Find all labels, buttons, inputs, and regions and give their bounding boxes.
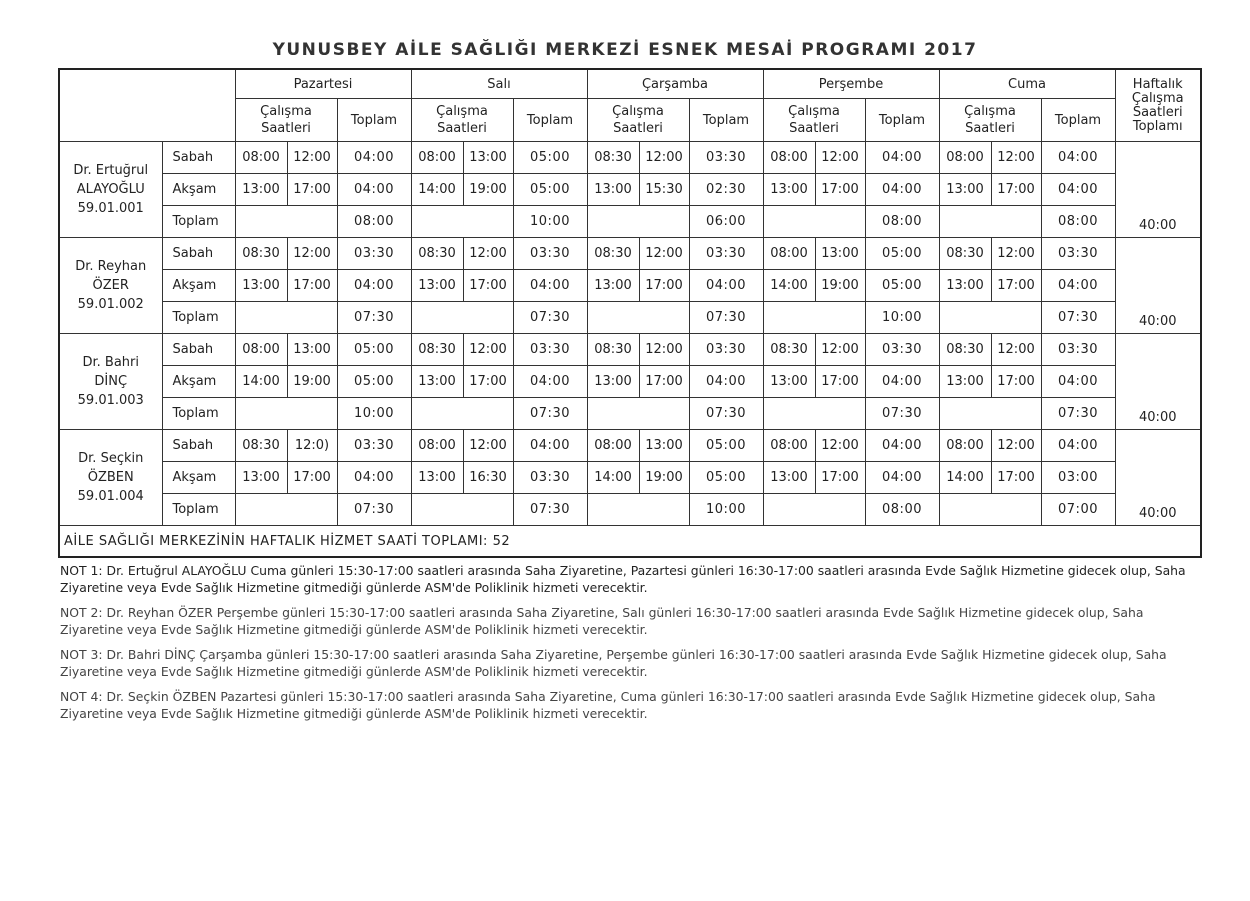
shift-total: 04:00 (337, 462, 411, 494)
day-header: Çarşamba (587, 69, 763, 99)
shift-total: 04:00 (513, 366, 587, 398)
empty-cell (939, 398, 1041, 430)
shift-total: 03:30 (513, 334, 587, 366)
day-header: Salı (411, 69, 587, 99)
working-hours-header (939, 99, 1041, 142)
shift-total: 04:00 (1041, 270, 1115, 302)
weekly-header-line: Saatleri (1132, 104, 1183, 120)
start-time: 08:30 (411, 238, 463, 270)
start-time: 08:00 (587, 430, 639, 462)
shift-total: 03:30 (1041, 334, 1115, 366)
shift-total: 04:00 (865, 142, 939, 174)
shift-label-morning: Sabah (162, 142, 235, 174)
start-time: 13:00 (411, 366, 463, 398)
end-time: 17:00 (991, 270, 1041, 302)
doctor-morning-row (59, 238, 1201, 270)
working-hours-label-1: Çalışma (964, 104, 1016, 119)
empty-cell (763, 206, 865, 238)
doctor-total-row (59, 494, 1201, 526)
doctor-name-cell (59, 334, 162, 430)
shift-total: 05:00 (689, 430, 763, 462)
doctor-morning-row (59, 334, 1201, 366)
end-time: 19:00 (639, 462, 689, 494)
shift-label-morning: Sabah (162, 334, 235, 366)
doctor-code: 59.01.002 (77, 297, 144, 312)
header-corner (59, 69, 235, 142)
day-header: Pazartesi (235, 69, 411, 99)
doctor-name-cell (59, 238, 162, 334)
start-time: 14:00 (235, 366, 287, 398)
empty-cell (587, 302, 689, 334)
end-time: 17:00 (991, 462, 1041, 494)
shift-total: 05:00 (865, 270, 939, 302)
start-time: 13:00 (939, 366, 991, 398)
weekly-header-line: Toplamı (1132, 118, 1183, 134)
shift-total: 04:00 (865, 430, 939, 462)
working-hours-label-2: Saatleri (261, 121, 311, 136)
start-time: 08:00 (411, 142, 463, 174)
doctor-name: Dr. Reyhan (75, 259, 147, 274)
end-time: 19:00 (463, 174, 513, 206)
day-total: 07:30 (1041, 302, 1115, 334)
shift-label-morning: Sabah (162, 238, 235, 270)
shift-total: 05:00 (865, 238, 939, 270)
shift-total: 03:30 (865, 334, 939, 366)
shift-total: 03:30 (689, 238, 763, 270)
end-time: 12:00 (287, 238, 337, 270)
end-time: 13:00 (815, 238, 865, 270)
total-header: Toplam (513, 99, 587, 142)
start-time: 14:00 (763, 270, 815, 302)
end-time: 17:00 (287, 174, 337, 206)
note-4: NOT 4: Dr. Seçkin ÖZBEN Pazartesi günleri 15:30-17:00 saatleri arasında Saha Ziyaretine, Cuma günleri 16:30-17:00 saatleri arasında Evde Sağlık Hizmetine gidecek olup, Saha Ziyaretine veya Evde Sağlık Hizmetine gitmediği günlerde ASM'de Poliklinik hizmeti verecektir. (60, 689, 1156, 721)
start-time: 14:00 (939, 462, 991, 494)
shift-total: 05:00 (689, 462, 763, 494)
doctor-surname: DİNÇ (94, 374, 128, 389)
shift-total: 04:00 (1041, 174, 1115, 206)
shift-total: 04:00 (337, 142, 411, 174)
start-time: 08:30 (763, 334, 815, 366)
doctor-evening-row (59, 174, 1201, 206)
shift-total: 04:00 (865, 366, 939, 398)
weekly-total: 40:00 (1115, 238, 1201, 334)
end-time: 17:00 (815, 462, 865, 494)
end-time: 12:00 (639, 334, 689, 366)
working-hours-header (411, 99, 513, 142)
doctor-total-row (59, 302, 1201, 334)
empty-cell (763, 494, 865, 526)
doctor-evening-row (59, 462, 1201, 494)
shift-label-total: Toplam (162, 398, 235, 430)
working-hours-label-2: Saatleri (613, 121, 663, 136)
start-time: 13:00 (235, 174, 287, 206)
shift-label-evening: Akşam (162, 366, 235, 398)
note-1: NOT 1: Dr. Ertuğrul ALAYOĞLU Cuma günleri 15:30-17:00 saatleri arasında Saha Ziyaretine, Pazartesi günleri 16:30-17:00 saatleri arasında Evde Sağlık Hizmetine gidecek olup, Saha Ziyaretine veya Evde Sağlık Hizmetine gitmediği günlerde ASM'de Poliklinik hizmeti verecektir. (60, 563, 1186, 595)
shift-label-evening: Akşam (162, 462, 235, 494)
end-time: 12:00 (991, 238, 1041, 270)
end-time: 13:00 (287, 334, 337, 366)
day-total: 08:00 (865, 494, 939, 526)
notes-section (60, 562, 1190, 730)
doctor-code: 59.01.004 (77, 489, 144, 504)
day-total: 10:00 (865, 302, 939, 334)
start-time: 08:00 (763, 238, 815, 270)
end-time: 17:00 (639, 366, 689, 398)
shift-label-total: Toplam (162, 494, 235, 526)
start-time: 08:30 (587, 238, 639, 270)
start-time: 08:30 (235, 238, 287, 270)
start-time: 13:00 (939, 270, 991, 302)
weekly-total: 40:00 (1115, 334, 1201, 430)
note-3: NOT 3: Dr. Bahri DİNÇ Çarşamba günleri 15:30-17:00 saatleri arasında Saha Ziyaretine, Perşembe günleri 16:30-17:00 saatleri arasında Evde Sağlık Hizmetine gidecek olup, Saha Ziyaretine veya Evde Sağlık Hizmetine gitmediği günlerde ASM'de Poliklinik hizmeti verecektir. (60, 647, 1167, 679)
day-total: 07:30 (689, 302, 763, 334)
doctor-morning-row (59, 430, 1201, 462)
end-time: 17:00 (639, 270, 689, 302)
shift-total: 03:30 (337, 238, 411, 270)
shift-total: 05:00 (337, 334, 411, 366)
empty-cell (763, 398, 865, 430)
shift-label-evening: Akşam (162, 174, 235, 206)
header-days-row (59, 69, 1201, 99)
end-time: 17:00 (463, 270, 513, 302)
day-total: 08:00 (337, 206, 411, 238)
start-time: 08:30 (587, 334, 639, 366)
empty-cell (587, 494, 689, 526)
shift-total: 03:00 (1041, 462, 1115, 494)
empty-cell (235, 494, 337, 526)
doctor-name-cell (59, 142, 162, 238)
footer-row (59, 526, 1201, 558)
empty-cell (235, 302, 337, 334)
shift-total: 04:00 (1041, 366, 1115, 398)
total-header: Toplam (865, 99, 939, 142)
shift-label-total: Toplam (162, 302, 235, 334)
working-hours-label-1: Çalışma (436, 104, 488, 119)
doctor-morning-row (59, 142, 1201, 174)
working-hours-label-2: Saatleri (965, 121, 1015, 136)
day-total: 07:30 (513, 398, 587, 430)
working-hours-label-1: Çalışma (260, 104, 312, 119)
start-time: 13:00 (587, 270, 639, 302)
end-time: 15:30 (639, 174, 689, 206)
day-total: 07:30 (865, 398, 939, 430)
end-time: 12:00 (463, 430, 513, 462)
working-hours-header (587, 99, 689, 142)
empty-cell (939, 206, 1041, 238)
end-time: 17:00 (815, 174, 865, 206)
end-time: 16:30 (463, 462, 513, 494)
weekly-total: 40:00 (1115, 142, 1201, 238)
end-time: 17:00 (287, 462, 337, 494)
empty-cell (587, 206, 689, 238)
note-2: NOT 2: Dr. Reyhan ÖZER Perşembe günleri 15:30-17:00 saatleri arasında Saha Ziyaretine, Salı günleri 16:30-17:00 saatleri arasında Evde Sağlık Hizmetine gidecek olup, Saha Ziyaretine veya Evde Sağlık Hizmetine gitmediği günlerde ASM'de Poliklinik hizmeti verecektir. (60, 605, 1144, 637)
end-time: 12:00 (463, 334, 513, 366)
empty-cell (939, 494, 1041, 526)
shift-total: 05:00 (513, 174, 587, 206)
start-time: 08:30 (235, 430, 287, 462)
page-title: YUNUSBEY AİLE SAĞLIĞI MERKEZİ ESNEK MESAİ PROGRAMI 2017 (272, 40, 978, 60)
end-time: 19:00 (815, 270, 865, 302)
start-time: 08:00 (235, 142, 287, 174)
end-time: 13:00 (463, 142, 513, 174)
day-total: 07:30 (337, 494, 411, 526)
day-total: 08:00 (1041, 206, 1115, 238)
shift-total: 03:30 (1041, 238, 1115, 270)
shift-total: 04:00 (1041, 142, 1115, 174)
doctor-total-row (59, 206, 1201, 238)
shift-total: 03:30 (337, 430, 411, 462)
working-hours-label-1: Çalışma (788, 104, 840, 119)
start-time: 08:30 (587, 142, 639, 174)
day-total: 10:00 (513, 206, 587, 238)
doctor-surname: ALAYOĞLU (76, 182, 145, 197)
shift-total: 04:00 (1041, 430, 1115, 462)
doctor-name-cell (59, 430, 162, 526)
start-time: 13:00 (411, 270, 463, 302)
start-time: 08:00 (939, 142, 991, 174)
end-time: 17:00 (991, 366, 1041, 398)
doctor-code: 59.01.001 (77, 201, 144, 216)
doctor-evening-row (59, 366, 1201, 398)
start-time: 13:00 (763, 174, 815, 206)
weekly-total: 40:00 (1115, 430, 1201, 526)
start-time: 13:00 (411, 462, 463, 494)
empty-cell (411, 398, 513, 430)
doctor-name: Dr. Bahri (82, 355, 139, 370)
shift-total: 04:00 (513, 430, 587, 462)
end-time: 12:00 (991, 430, 1041, 462)
doctor-name: Dr. Seçkin (78, 451, 144, 466)
total-header: Toplam (337, 99, 411, 142)
shift-total: 04:00 (337, 270, 411, 302)
end-time: 13:00 (639, 430, 689, 462)
day-total: 10:00 (689, 494, 763, 526)
total-header: Toplam (689, 99, 763, 142)
end-time: 17:00 (463, 366, 513, 398)
start-time: 13:00 (763, 462, 815, 494)
start-time: 13:00 (939, 174, 991, 206)
end-time: 12:0) (287, 430, 337, 462)
end-time: 12:00 (287, 142, 337, 174)
end-time: 12:00 (463, 238, 513, 270)
start-time: 13:00 (235, 462, 287, 494)
start-time: 14:00 (411, 174, 463, 206)
day-total: 10:00 (337, 398, 411, 430)
empty-cell (587, 398, 689, 430)
start-time: 08:00 (763, 142, 815, 174)
shift-total: 02:30 (689, 174, 763, 206)
start-time: 13:00 (587, 366, 639, 398)
empty-cell (235, 398, 337, 430)
start-time: 08:00 (939, 430, 991, 462)
end-time: 19:00 (287, 366, 337, 398)
end-time: 17:00 (287, 270, 337, 302)
weekly-header-line: Çalışma (1131, 90, 1184, 106)
start-time: 08:00 (763, 430, 815, 462)
start-time: 08:30 (939, 238, 991, 270)
working-hours-label-2: Saatleri (437, 121, 487, 136)
start-time: 08:30 (939, 334, 991, 366)
end-time: 17:00 (991, 174, 1041, 206)
working-hours-label-2: Saatleri (789, 121, 839, 136)
day-total: 07:30 (513, 494, 587, 526)
end-time: 12:00 (991, 142, 1041, 174)
end-time: 12:00 (639, 142, 689, 174)
empty-cell (939, 302, 1041, 334)
day-header: Perşembe (763, 69, 939, 99)
shift-total: 05:00 (513, 142, 587, 174)
day-total: 07:30 (689, 398, 763, 430)
shift-label-morning: Sabah (162, 430, 235, 462)
working-hours-header (763, 99, 865, 142)
empty-cell (411, 206, 513, 238)
total-header: Toplam (1041, 99, 1115, 142)
shift-total: 04:00 (513, 270, 587, 302)
empty-cell (235, 206, 337, 238)
weekly-header-line: Haftalık (1132, 76, 1183, 92)
start-time: 13:00 (763, 366, 815, 398)
day-total: 07:30 (1041, 398, 1115, 430)
weekly-total-header (1115, 69, 1201, 142)
schedule-table (58, 68, 1202, 558)
doctor-surname: ÖZBEN (87, 470, 134, 485)
shift-total: 04:00 (865, 174, 939, 206)
end-time: 12:00 (815, 430, 865, 462)
shift-total: 03:30 (689, 142, 763, 174)
shift-total: 03:30 (513, 238, 587, 270)
shift-total: 04:00 (337, 174, 411, 206)
start-time: 13:00 (587, 174, 639, 206)
end-time: 12:00 (815, 334, 865, 366)
doctor-evening-row (59, 270, 1201, 302)
shift-total: 05:00 (337, 366, 411, 398)
doctor-surname: ÖZER (92, 278, 129, 293)
weekly-service-total: AİLE SAĞLIĞI MERKEZİNİN HAFTALIK HİZMET SAATİ TOPLAMI: 52 (59, 526, 1201, 558)
shift-total: 04:00 (689, 366, 763, 398)
end-time: 12:00 (639, 238, 689, 270)
empty-cell (411, 302, 513, 334)
shift-total: 03:30 (513, 462, 587, 494)
start-time: 08:30 (411, 334, 463, 366)
doctor-code: 59.01.003 (77, 393, 144, 408)
working-hours-label-1: Çalışma (612, 104, 664, 119)
start-time: 08:00 (411, 430, 463, 462)
start-time: 14:00 (587, 462, 639, 494)
end-time: 12:00 (815, 142, 865, 174)
shift-label-total: Toplam (162, 206, 235, 238)
shift-total: 03:30 (689, 334, 763, 366)
shift-label-evening: Akşam (162, 270, 235, 302)
day-total: 07:30 (513, 302, 587, 334)
start-time: 13:00 (235, 270, 287, 302)
start-time: 08:00 (235, 334, 287, 366)
day-total: 07:00 (1041, 494, 1115, 526)
end-time: 12:00 (991, 334, 1041, 366)
shift-total: 04:00 (689, 270, 763, 302)
empty-cell (763, 302, 865, 334)
day-total: 07:30 (337, 302, 411, 334)
working-hours-header (235, 99, 337, 142)
day-header: Cuma (939, 69, 1115, 99)
doctor-name: Dr. Ertuğrul (73, 163, 149, 178)
day-total: 08:00 (865, 206, 939, 238)
shift-total: 04:00 (865, 462, 939, 494)
day-total: 06:00 (689, 206, 763, 238)
doctor-total-row (59, 398, 1201, 430)
end-time: 17:00 (815, 366, 865, 398)
empty-cell (411, 494, 513, 526)
